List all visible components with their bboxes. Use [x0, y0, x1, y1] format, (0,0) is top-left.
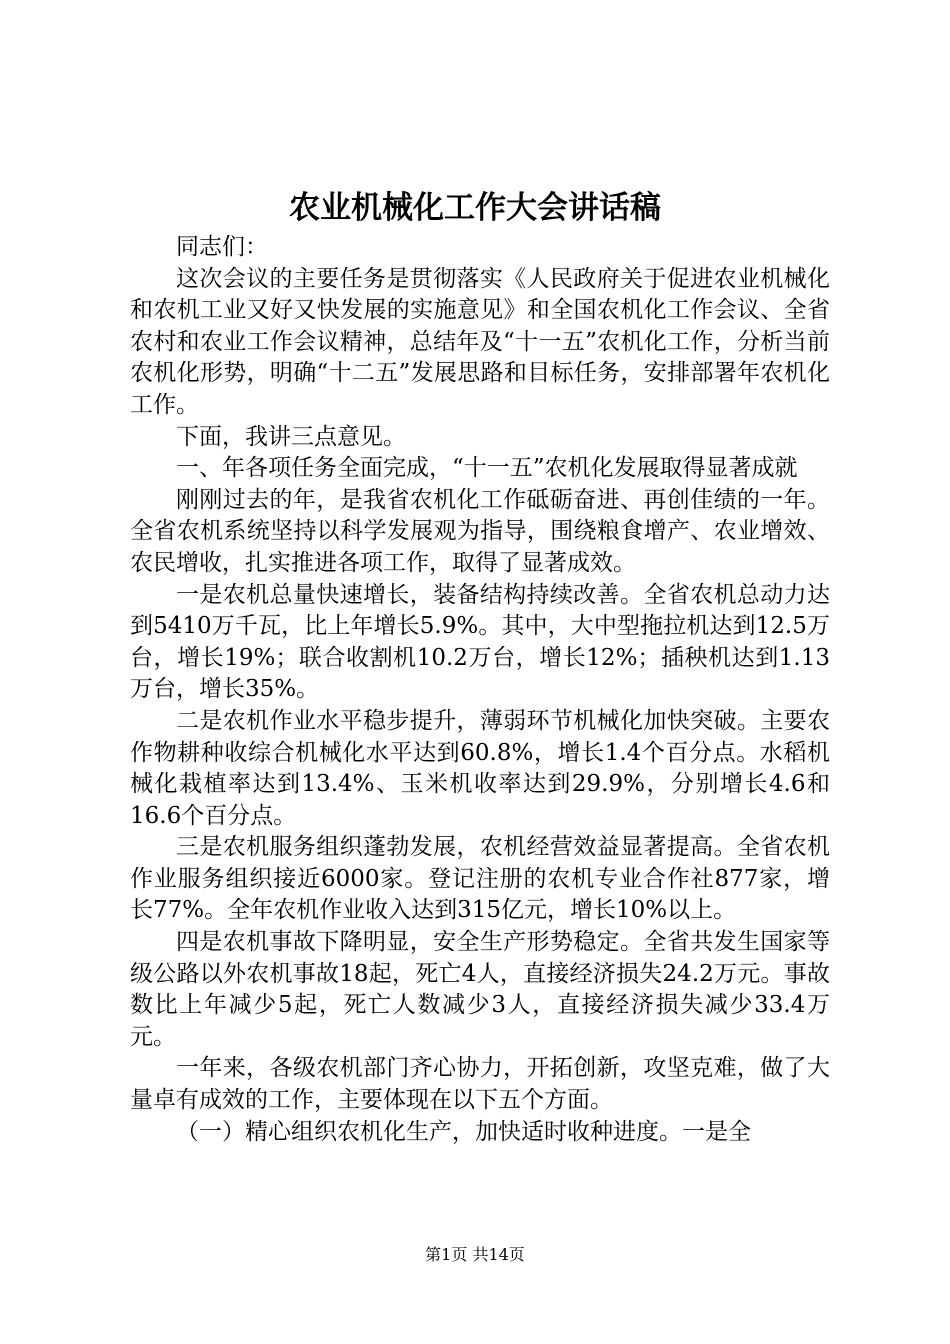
salutation-paragraph: 同志们：: [176, 234, 268, 260]
body-paragraph: 刚刚过去的年，是我省农机化工作砥砺奋进、再创佳绩的一年。全省农机系统坚持以科学发展观为指导，围绕粮食增产、农业增效、农民增收，扎实推进各项工作，取得了显著成效。: [130, 486, 830, 576]
body-paragraph: 下面，我讲三点意见。: [176, 423, 406, 450]
body-paragraph: 三是农机服务组织蓬勃发展，农机经营效益显著提高。全省农机作业服务组织接近6000家。登记注册的农机专业合作社877家，增长77%。全年农机作业收入达到315亿元，增长10%以上。: [130, 834, 830, 924]
body-paragraph: 一年来，各级农机部门齐心协力，开拓创新，攻坚克难，做了大量卓有成效的工作，主要体现在以下五个方面。: [130, 1055, 830, 1114]
body-paragraph: 二是农机作业水平稳步提升，薄弱环节机械化加快突破。主要农作物耕种收综合机械化水平达到60.8%，增长1.4个百分点。水稻机械化栽植率达到13.4%、玉米机收率达到29.9%，分别增长4.6和16.6个百分点。: [130, 707, 830, 829]
body-paragraph: 一是农机总量快速增长，装备结构持续改善。全省农机总动力达到5410万千瓦，比上年增长5.9%。其中，大中型拖拉机达到12.5万台，增长19%；联合收割机10.2万台，增长12%；插秧机达到1.13万台，增长35%。: [130, 581, 830, 703]
page-footer: 第1页 共14页: [425, 1245, 525, 1264]
body-paragraph: （一）精心组织农机化生产，加快适时收种进度。一是全: [176, 1118, 751, 1145]
document-title: 农业机械化工作大会讲话稿: [289, 190, 661, 226]
body-paragraph: 这次会议的主要任务是贯彻落实《人民政府关于促进农业机械化和农机工业又好又快发展的实施意见》和全国农机化工作会议、全省农村和农业工作会议精神，总结年及“十一五”农机化工作，分析当前农机化形势，明确“十二五”发展思路和目标任务，安排部署年农机化工作。: [130, 265, 830, 418]
document-body: [130, 232, 830, 1148]
body-paragraph: 四是农机事故下降明显，安全生产形势稳定。全省共发生国家等级公路以外农机事故18起，死亡4人，直接经济损失24.2万元。事故数比上年减少5起，死亡人数减少3人，直接经济损失减少33.4万元。: [130, 929, 830, 1050]
section-heading-paragraph: 一、年各项任务全面完成，“十一五”农机化发展取得显著成就: [176, 455, 798, 482]
